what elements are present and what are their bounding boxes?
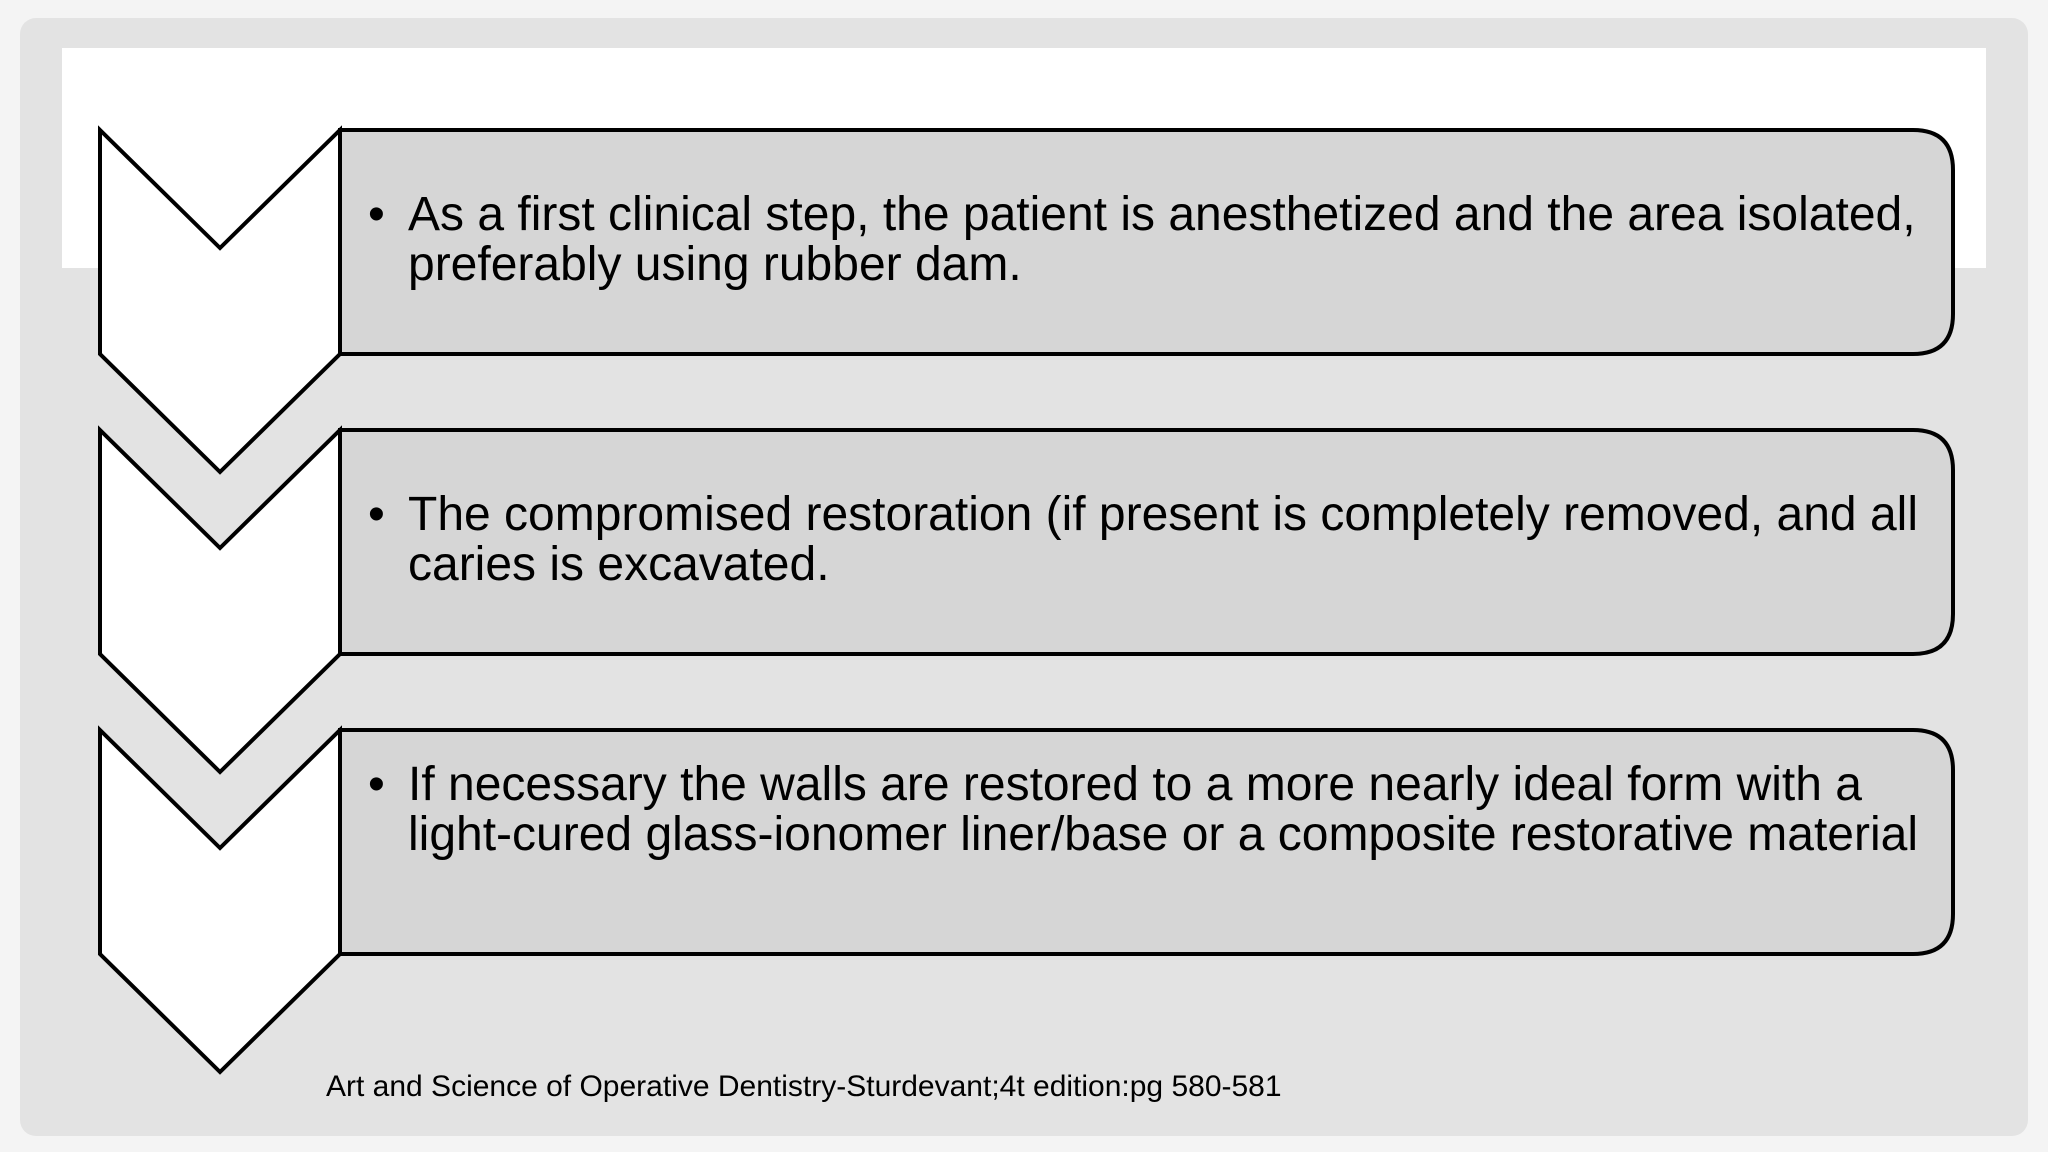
- step-3-bullet: •: [368, 758, 385, 811]
- step-2-chevron: [100, 430, 340, 772]
- step-1-chevron: [100, 130, 340, 472]
- step-3-chevron: [100, 730, 340, 1072]
- step-2-label: The compromised restoration (if present is completely removed, and all caries is excavated.: [408, 488, 1918, 591]
- slide: [20, 18, 2028, 1136]
- step-3-label: If necessary the walls are restored to a more nearly ideal form with a light-cured glass-ionomer liner/base or a composite restorative material: [408, 758, 1918, 861]
- step-2-text: [368, 490, 1968, 590]
- citation: Art and Science of Operative Dentistry-Sturdevant;4t edition:pg 580-581: [326, 1070, 1282, 1103]
- step-1-text: [368, 190, 1968, 290]
- step-3-text: [368, 760, 1968, 860]
- step-2: [100, 430, 1953, 772]
- step-1: [100, 130, 1953, 472]
- step-2-bullet: •: [368, 488, 385, 541]
- step-1-label: As a first clinical step, the patient is anesthetized and the area isolated, preferably using rubber dam.: [408, 188, 1916, 291]
- step-1-bullet: •: [368, 188, 385, 241]
